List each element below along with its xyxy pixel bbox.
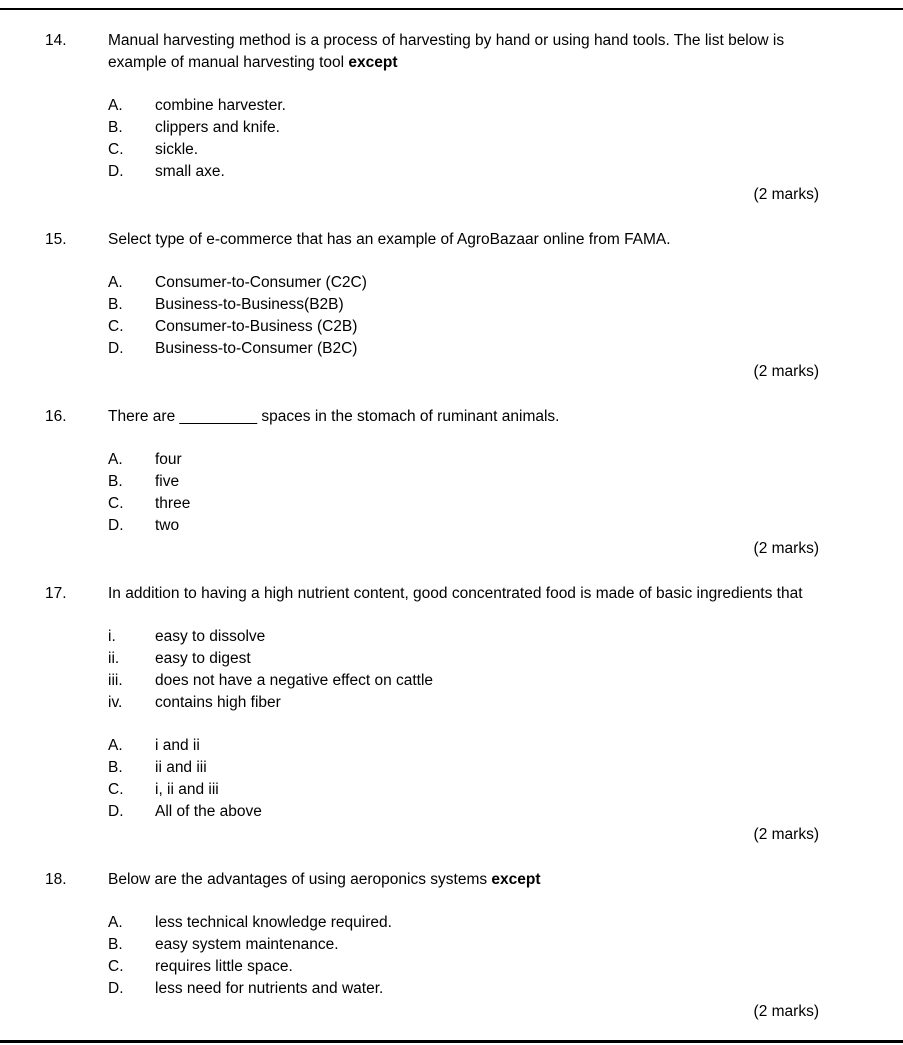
- option-item-text: Business-to-Consumer (B2C): [155, 340, 358, 357]
- option-item-text: five: [155, 473, 180, 490]
- statement-item-text: easy to dissolve: [155, 628, 266, 645]
- option-item-text: i and ii: [155, 737, 200, 754]
- statement-item: [108, 626, 819, 648]
- question-text-bold: except: [348, 54, 398, 71]
- option-item-text: All of the above: [155, 803, 262, 820]
- option-item-label: D.: [108, 980, 124, 997]
- option-item: [108, 801, 819, 823]
- option-item: [108, 449, 819, 471]
- marks-label: (2 marks): [753, 186, 819, 203]
- option-item-label: D.: [108, 803, 124, 820]
- question: [45, 869, 819, 1023]
- option-item-label: B.: [108, 296, 123, 313]
- question-text-normal: There are _________ spaces in the stomach of ruminant animals.: [108, 408, 560, 425]
- option-item-label: B.: [108, 759, 123, 776]
- option-item-label: A.: [108, 97, 123, 114]
- option-item: [108, 978, 819, 1000]
- statement-item-text: easy to digest: [155, 650, 251, 667]
- question-number: 18.: [45, 871, 67, 888]
- option-item-label: B.: [108, 936, 123, 953]
- question-text-normal: Select type of e-commerce that has an example of AgroBazaar online from FAMA.: [108, 231, 671, 248]
- option-item: [108, 735, 819, 757]
- statement-list: [108, 626, 819, 714]
- statement-item: [108, 692, 819, 714]
- option-item-label: C.: [108, 958, 124, 975]
- question: [45, 406, 819, 560]
- option-item: [108, 117, 819, 139]
- question-body: [108, 406, 819, 560]
- option-item: [108, 912, 819, 934]
- option-item-text: less technical knowledge required.: [155, 914, 392, 931]
- option-item: [108, 161, 819, 183]
- option-item: [108, 471, 819, 493]
- question-number: 14.: [45, 32, 67, 49]
- question: [45, 229, 819, 383]
- question-text: [108, 30, 819, 74]
- question-text: [108, 869, 819, 891]
- option-item: [108, 757, 819, 779]
- option-list: [108, 449, 819, 537]
- statement-item-text: does not have a negative effect on cattle: [155, 672, 434, 689]
- option-list: [108, 272, 819, 360]
- option-item: [108, 493, 819, 515]
- question-text: [108, 583, 819, 605]
- marks-label: (2 marks): [753, 540, 819, 557]
- question-body: [108, 30, 819, 206]
- question: [45, 30, 819, 206]
- option-item-text: clippers and knife.: [155, 119, 280, 136]
- option-item-label: C.: [108, 781, 124, 798]
- option-item-label: C.: [108, 495, 124, 512]
- question-body: [108, 583, 819, 846]
- option-item: [108, 338, 819, 360]
- question-list: [45, 30, 819, 1023]
- statement-item-label: iii.: [108, 672, 123, 689]
- marks-label: (2 marks): [753, 1003, 819, 1020]
- option-list: [108, 735, 819, 823]
- option-item-text: combine harvester.: [155, 97, 286, 114]
- statement-item-text: contains high fiber: [155, 694, 281, 711]
- option-item-text: ii and iii: [155, 759, 207, 776]
- option-item: [108, 316, 819, 338]
- option-item-text: sickle.: [155, 141, 199, 158]
- option-item: [108, 294, 819, 316]
- option-item-text: i, ii and iii: [155, 781, 219, 798]
- question-text-normal: In addition to having a high nutrient content, good concentrated food is made of basic ingredients that: [108, 585, 803, 602]
- statement-item-label: iv.: [108, 694, 123, 711]
- marks-label: (2 marks): [753, 363, 819, 380]
- option-item-label: A.: [108, 274, 123, 291]
- question-body: [108, 869, 819, 1023]
- option-item-text: small axe.: [155, 163, 225, 180]
- option-item-label: B.: [108, 473, 123, 490]
- option-item-label: A.: [108, 914, 123, 931]
- top-border-rule: [0, 8, 903, 10]
- option-item-label: B.: [108, 119, 123, 136]
- option-list: [108, 95, 819, 183]
- option-item-text: Consumer-to-Consumer (C2C): [155, 274, 367, 291]
- option-list: [108, 912, 819, 1000]
- option-item-label: D.: [108, 340, 124, 357]
- option-item-text: less need for nutrients and water.: [155, 980, 384, 997]
- question: [45, 583, 819, 846]
- option-item-label: A.: [108, 451, 123, 468]
- question-text: [108, 229, 819, 251]
- option-item: [108, 95, 819, 117]
- question-text-normal: Manual harvesting method is a process of harvesting by hand or using hand tools. The list below is example of manual harvesting tool: [108, 32, 785, 71]
- option-item-text: three: [155, 495, 191, 512]
- marks-label: (2 marks): [753, 826, 819, 843]
- question-number: 16.: [45, 408, 67, 425]
- option-item-text: four: [155, 451, 182, 468]
- option-item-text: requires little space.: [155, 958, 293, 975]
- question-number: 15.: [45, 231, 67, 248]
- option-item-label: C.: [108, 318, 124, 335]
- option-item-label: A.: [108, 737, 123, 754]
- option-item-label: D.: [108, 517, 124, 534]
- statement-item-label: ii.: [108, 650, 120, 667]
- option-item: [108, 934, 819, 956]
- option-item: [108, 139, 819, 161]
- option-item-text: Business-to-Business(B2B): [155, 296, 344, 313]
- question-text: [108, 406, 819, 428]
- question-number: 17.: [45, 585, 67, 602]
- option-item: [108, 272, 819, 294]
- question-text-bold: except: [491, 871, 541, 888]
- statement-item: [108, 670, 819, 692]
- option-item: [108, 779, 819, 801]
- statement-item: [108, 648, 819, 670]
- option-item: [108, 515, 819, 537]
- option-item-text: Consumer-to-Business (C2B): [155, 318, 358, 335]
- question-body: [108, 229, 819, 383]
- option-item-text: easy system maintenance.: [155, 936, 339, 953]
- option-item-text: two: [155, 517, 180, 534]
- bottom-border-rule: [0, 1040, 903, 1043]
- option-item: [108, 956, 819, 978]
- option-item-label: D.: [108, 163, 124, 180]
- question-text-normal: Below are the advantages of using aeroponics systems: [108, 871, 492, 888]
- statement-item-label: i.: [108, 628, 116, 645]
- option-item-label: C.: [108, 141, 124, 158]
